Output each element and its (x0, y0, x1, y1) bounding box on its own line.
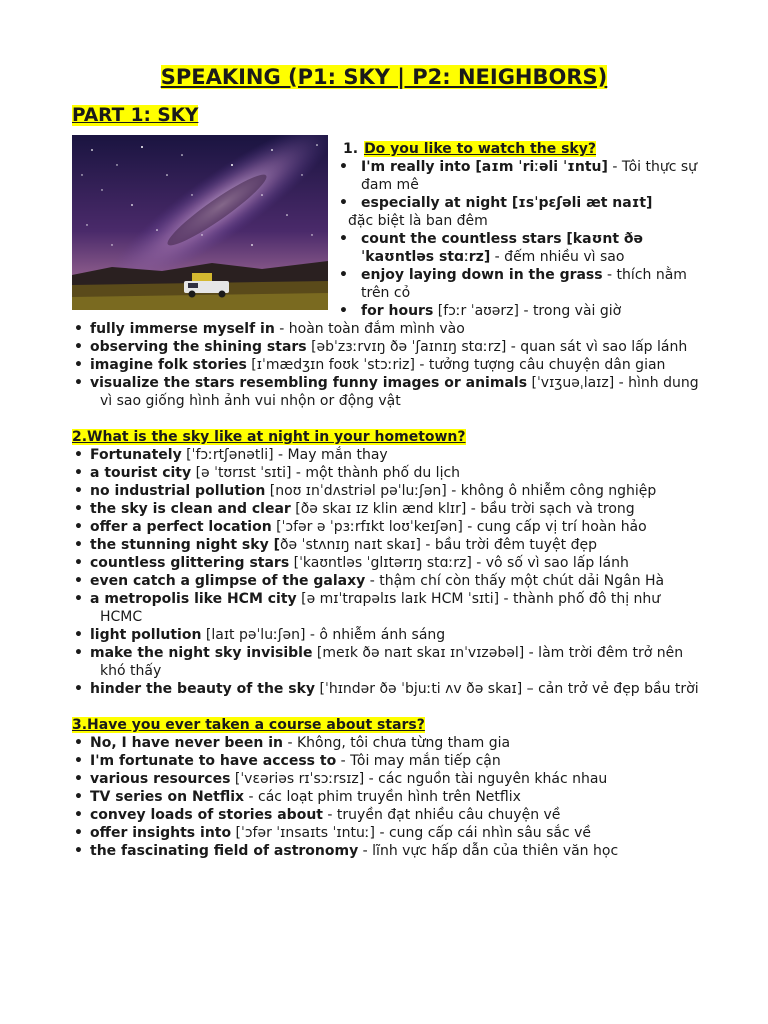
night-sky-photo (72, 135, 328, 310)
vocab-term: offer insights into (90, 825, 232, 841)
vocab-meaning: [ðə skaɪ ɪz klin ænd klɪr] - bầu trời sạch và trong (290, 501, 635, 517)
vocab-meaning: đặc biệt là ban đêm (348, 213, 488, 229)
question-1-list (348, 158, 701, 320)
question-3-list (90, 734, 710, 860)
vocab-term: various resources (90, 771, 231, 787)
list-item (90, 770, 710, 788)
vocab-meaning: [ə mɪˈtrɑpəlɪs laɪk HCM ˈsɪti] - thành phố đô thị như (296, 591, 661, 607)
vocab-meaning: - đếm nhiều vì sao (490, 249, 625, 265)
part1-heading-text: PART 1: SKY (72, 105, 199, 126)
vocab-term: a tourist city (90, 465, 192, 481)
question-2-heading (72, 428, 466, 446)
vocab-meaning: [ˈfɔːrtʃənətli] - May mắn thay (181, 447, 388, 463)
list-item (90, 626, 710, 644)
vocab-term: I'm really into [aɪm ˈriːəli ˈɪntu] (361, 159, 608, 175)
list-item (90, 842, 710, 860)
vocab-term: the stunning night sky [ (90, 537, 280, 553)
vocab-term: for hours (361, 303, 434, 319)
question-1-list-continued (90, 320, 710, 410)
list-item (90, 338, 710, 356)
vocab-term: enjoy laying down in the grass (361, 267, 603, 283)
list-item (90, 320, 710, 338)
vocab-meaning: [ˈhɪndər ðə ˈbjuːti ʌv ðə skaɪ] – cản trở vẻ đẹp bầu trời (315, 681, 699, 697)
vocab-term: countless glittering stars (90, 555, 290, 571)
vocab-meaning: - lĩnh vực hấp dẫn của thiên văn học (358, 843, 619, 859)
vocab-term: especially at night [ɪsˈpɛʃəli æt naɪt] (361, 195, 653, 211)
vocab-meaning: [meɪk ðə naɪt skaɪ ɪnˈvɪzəbəl] - làm trời đêm trở nên (312, 645, 684, 661)
vocab-meaning-continued: vì sao giống hình ảnh vui nhộn or động vật (100, 393, 401, 409)
vocab-meaning-continued: khó thấy (100, 663, 162, 679)
question-3-heading (72, 716, 425, 734)
question-1-heading (343, 140, 596, 158)
vocab-meaning: - thích nằm trên cỏ (361, 267, 687, 301)
vocab-meaning: [ə ˈtʊrɪst ˈsɪti] - một thành phố du lịch (191, 465, 461, 481)
vocab-meaning: - hoàn toàn đắm mình vào (274, 321, 465, 337)
vocab-term: convey loads of stories about (90, 807, 323, 823)
page-title-text: SPEAKING (P1: SKY | P2: NEIGHBORS) (160, 65, 608, 89)
vocab-meaning: [ˈvɪʒuəˌlaɪz] - hình dung (527, 375, 699, 391)
list-item (90, 374, 710, 410)
list-item (90, 734, 710, 752)
vocab-meaning: [ˈvɛəriəs rɪˈsɔːrsɪz] - các nguồn tài nguyên khác nhau (230, 771, 608, 787)
list-item (348, 212, 701, 230)
vocab-meaning: - thậm chí còn thấy một chút dải Ngân Hà (365, 573, 665, 589)
list-item (90, 806, 710, 824)
vocab-meaning: - Tôi may mắn tiếp cận (336, 753, 501, 769)
vocab-term: I'm fortunate to have access to (90, 753, 337, 769)
part1-heading (72, 104, 198, 128)
vocab-term: even catch a glimpse of the galaxy (90, 573, 366, 589)
vocab-meaning: - Không, tôi chưa từng tham gia (283, 735, 511, 751)
vocab-term: count the countless stars [kaʊnt ðə ˈkaʊntləs stɑːrz] (361, 231, 644, 265)
night-sky-image (72, 135, 328, 310)
vocab-meaning: ðə ˈstʌnɪŋ naɪt skaɪ] - bầu trời đêm tuyệt đẹp (279, 537, 597, 553)
question-1-text: Do you like to watch the sky? (364, 141, 596, 157)
question-2-text: 2.What is the sky like at night in your hometown? (72, 429, 466, 445)
list-item (90, 464, 710, 482)
list-item (90, 752, 710, 770)
list-item (90, 482, 710, 500)
list-item (361, 194, 701, 212)
vocab-meaning: - Tôi thực sự đam mê (361, 159, 698, 193)
list-item (90, 680, 710, 698)
vocab-meaning: [ˈkaʊntləs ˈglɪtərɪŋ stɑːrz] - vô số vì sao lấp lánh (289, 555, 629, 571)
list-item (90, 788, 710, 806)
vocab-term: No, I have never been in (90, 735, 283, 751)
list-item (361, 302, 701, 320)
vocab-term: TV series on Netflix (90, 789, 245, 805)
vocab-term: offer a perfect location (90, 519, 272, 535)
vocab-meaning: - các loạt phim truyền hình trên Netflix (244, 789, 521, 805)
list-item (90, 446, 710, 464)
vocab-meaning: [ˈɔfər ə ˈpɜːrfɪkt loʊˈkeɪʃən] - cung cấp vị trí hoàn hảo (271, 519, 647, 535)
vocab-term: light pollution (90, 627, 202, 643)
list-item (90, 590, 710, 626)
vocab-meaning: [fɔːr ˈaʊərz] - trong vài giờ (433, 303, 622, 319)
vocab-meaning-continued: HCMC (100, 609, 143, 625)
list-item (361, 158, 701, 194)
vocab-term: a metropolis like HCM city (90, 591, 297, 607)
list-item (90, 824, 710, 842)
list-item (90, 356, 710, 374)
vocab-term: make the night sky invisible (90, 645, 313, 661)
vocab-term: visualize the stars resembling funny images or animals (90, 375, 528, 391)
vocab-term: fully immerse myself in (90, 321, 275, 337)
vocab-term: the sky is clean and clear (90, 501, 291, 517)
vocab-meaning: [noʊ ɪnˈdʌstriəl pəˈluːʃən] - không ô nhiễm công nghiệp (265, 483, 657, 499)
vocab-term: observing the shining stars (90, 339, 307, 355)
vocab-term: hinder the beauty of the sky (90, 681, 316, 697)
vocab-term: imagine folk stories (90, 357, 247, 373)
vocab-meaning: [ɪˈmædʒɪn foʊk ˈstɔːriz] - tưởng tượng câu chuyện dân gian (246, 357, 666, 373)
list-item (90, 500, 710, 518)
list-item (90, 554, 710, 572)
list-item (361, 266, 701, 302)
question-1-number: 1. (343, 141, 359, 157)
vocab-meaning: [əbˈzɜːrvɪŋ ðə ˈʃaɪnɪŋ stɑːrz] - quan sát vì sao lấp lánh (306, 339, 688, 355)
list-item (90, 536, 710, 554)
vocab-meaning: - truyền đạt nhiều câu chuyện về (322, 807, 561, 823)
question-2-list (90, 446, 710, 698)
vocab-term: the fascinating field of astronomy (90, 843, 359, 859)
list-item (90, 572, 710, 590)
page-title (0, 64, 768, 90)
question-3-text: 3.Have you ever taken a course about stars? (72, 717, 425, 733)
vocab-meaning: [laɪt pəˈluːʃən] - ô nhiễm ánh sáng (201, 627, 446, 643)
list-item (361, 230, 701, 266)
vocab-term: Fortunately (90, 447, 182, 463)
vocab-term: no industrial pollution (90, 483, 266, 499)
vocab-meaning: [ˈɔfər ˈɪnsaɪts ˈɪntuː] - cung cấp cái nhìn sâu sắc về (231, 825, 592, 841)
list-item (90, 644, 710, 680)
list-item (90, 518, 710, 536)
